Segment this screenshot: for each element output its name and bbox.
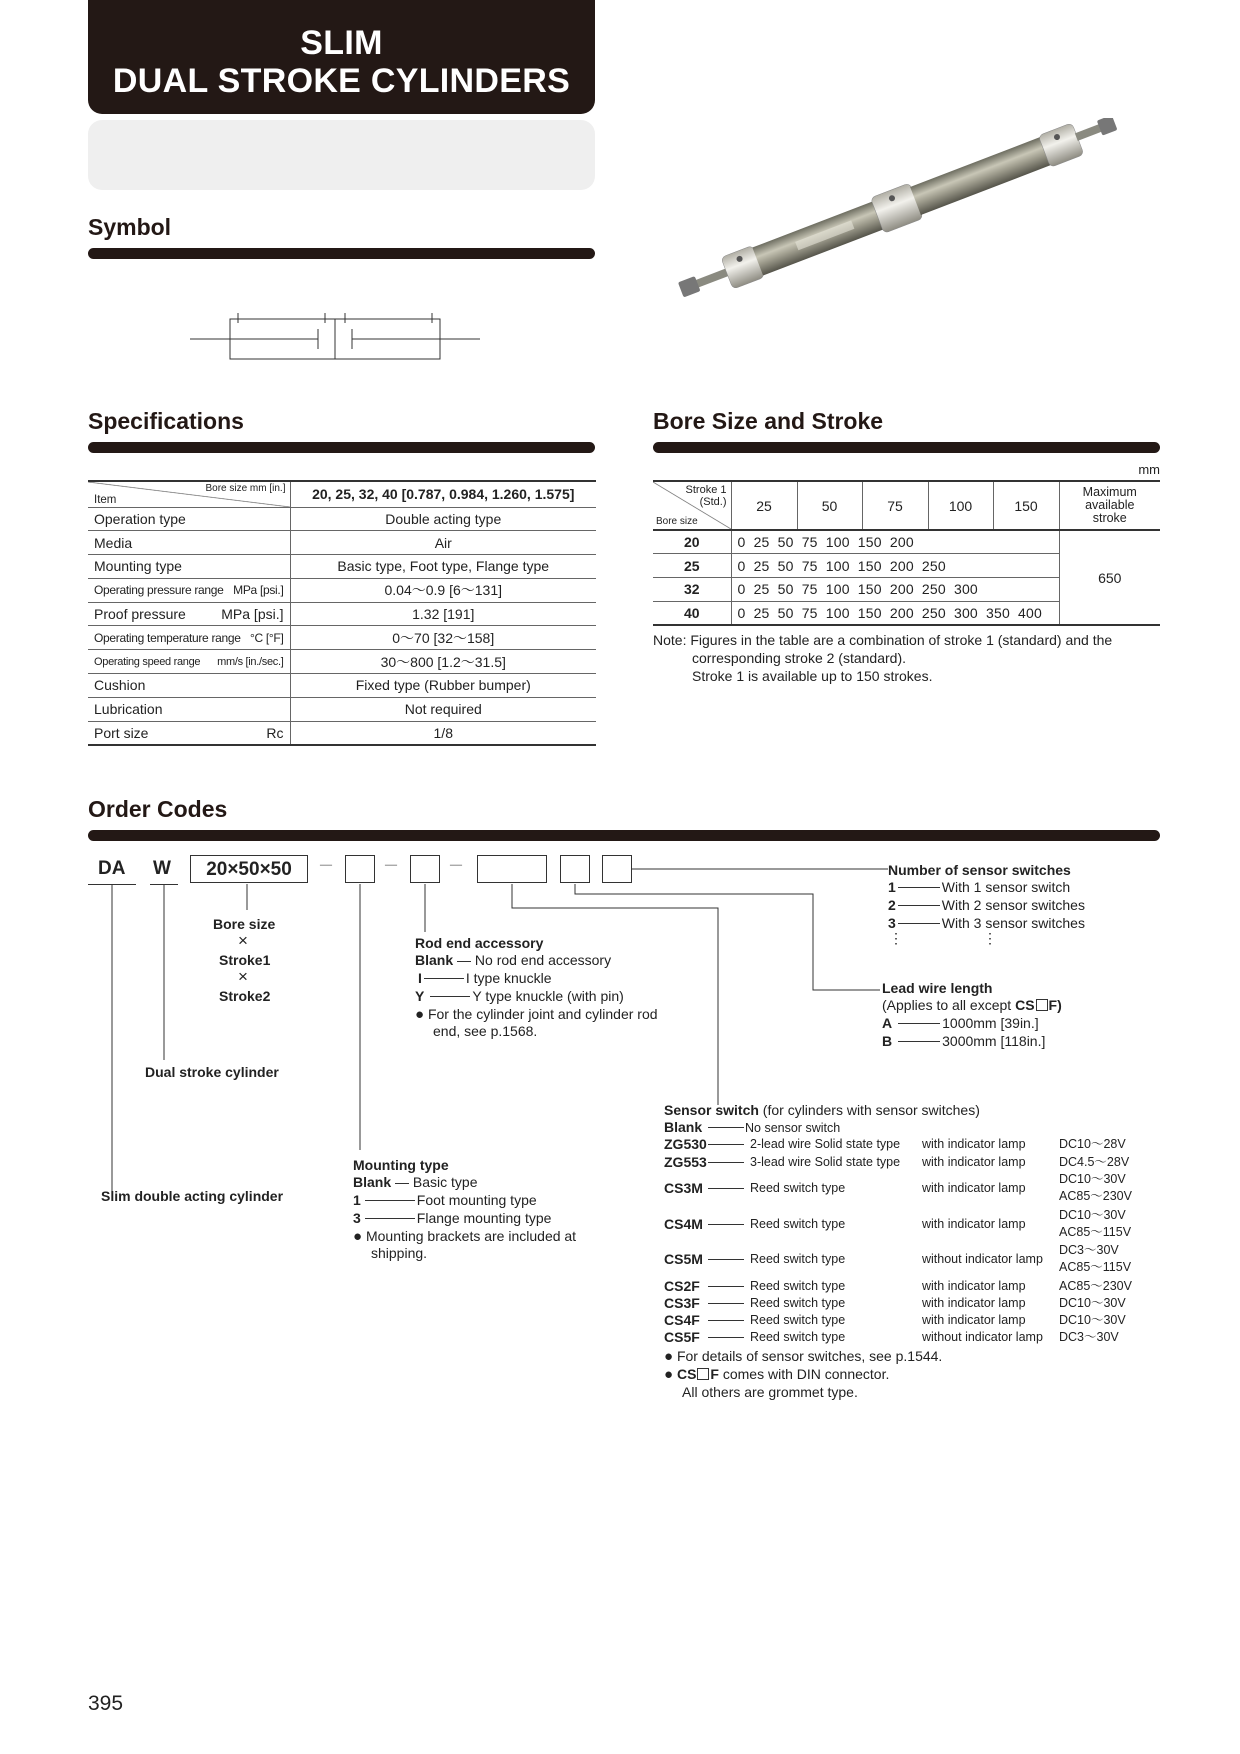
spec-unit: mm/s [in./sec.]: [217, 655, 284, 668]
spec-value: Double acting type: [290, 507, 596, 531]
bore-stroke-heading: Bore Size and Stroke: [653, 408, 884, 434]
sensor-title: Sensor switch: [664, 1102, 759, 1118]
sensor-voltage: DC10～30V: [1059, 1313, 1126, 1327]
bore-unit: mm: [1138, 462, 1160, 477]
num-code: 1: [888, 879, 896, 895]
bore-head-std: (Std.): [699, 496, 727, 508]
bore-size-label: Bore size: [213, 916, 276, 932]
list-item: Blank — Basic type: [353, 1174, 478, 1190]
spec-head-item: Item: [94, 493, 117, 506]
order-codes-heading: Order Codes: [88, 796, 228, 822]
stroke-column-header: 150: [993, 481, 1059, 530]
rod-title: Rod end accessory: [415, 935, 544, 951]
sensor-voltage: DC4.5～28V: [1059, 1155, 1130, 1169]
sensor-lamp: with indicator lamp: [922, 1155, 1026, 1169]
dual-stroke-label: Dual stroke cylinder: [145, 1064, 279, 1080]
max-stroke-value: 650: [1059, 530, 1160, 625]
rod-note-2: end, see p.1568.: [433, 1023, 538, 1039]
list-item: [664, 1208, 1184, 1239]
stroke1-label: Stroke1: [219, 952, 271, 968]
sensor-voltage: DC10～30V: [1059, 1208, 1126, 1222]
stroke-column-header: 25: [731, 481, 797, 530]
slim-cylinder-label: Slim double acting cylinder: [101, 1188, 284, 1204]
times-sign: ×: [238, 967, 248, 986]
dash: －: [448, 858, 465, 875]
bore-note-2: corresponding stroke 2 (standard).: [692, 650, 906, 666]
bore-head-bore: Bore size: [656, 516, 698, 527]
spec-value: 30～800 [1.2～31.5]: [290, 650, 596, 674]
sensor-note-3: All others are grommet type.: [682, 1384, 858, 1400]
bore-size-cell: 20: [653, 530, 731, 554]
stroke-column-header: 75: [862, 481, 928, 530]
sensor-voltage: DC10～30V: [1059, 1172, 1126, 1186]
stroke-column-header: 50: [797, 481, 862, 530]
mount-title: Mounting type: [353, 1157, 449, 1173]
sensor-lamp: without indicator lamp: [922, 1330, 1043, 1344]
spec-label: Media: [88, 531, 290, 555]
list-item: [664, 1154, 1184, 1171]
list-item: [664, 1136, 1184, 1153]
spec-value: 0.04～0.9 [6～131]: [290, 578, 596, 602]
list-item: [888, 879, 1070, 896]
num-desc: With 2 sensor switches: [941, 897, 1085, 913]
bore-note-1: Note: Figures in the table are a combination of stroke 1 (standard) and the: [653, 632, 1113, 648]
sensor-voltage: DC10～30V: [1059, 1296, 1126, 1310]
spec-label: Cushion: [88, 674, 290, 698]
sensor-voltage-2: AC85～115V: [1059, 1225, 1132, 1239]
title-line-2: DUAL STROKE CYLINDERS: [112, 62, 571, 100]
specifications-heading: Specifications: [88, 408, 244, 434]
mount-code: 3: [353, 1210, 361, 1226]
sensor-code: Blank: [664, 1119, 703, 1135]
strokes-cell: 0 25 50 75 100 150 200 250 300 350 400: [731, 601, 1059, 625]
sensor-voltage-2: AC85～230V: [1059, 1189, 1132, 1203]
sensor-lamp: with indicator lamp: [922, 1137, 1026, 1151]
vdots: ⋮: [889, 930, 903, 946]
bore-head-stroke1: Stroke 1: [685, 484, 727, 496]
lead-sub: [882, 997, 1062, 1014]
spec-label: Operating temperature range: [94, 630, 241, 645]
num-code: 3: [888, 915, 896, 931]
spec-label: Port size: [94, 724, 149, 741]
lead-sub-cs: CS: [1015, 997, 1035, 1013]
sensor-note-line-1: ● For details of sensor switches, see p.1544.: [664, 1348, 943, 1365]
sensor-code: ZG530: [664, 1136, 707, 1152]
lead-desc: 1000mm [39in.]: [942, 1015, 1039, 1031]
mount-desc: Flange mounting type: [416, 1210, 552, 1226]
stroke-column-header: 100: [928, 481, 993, 530]
mount-note-2: shipping.: [371, 1245, 428, 1261]
times-sign: ×: [238, 931, 248, 950]
num-title: Number of sensor switches: [888, 862, 1071, 878]
sensor-desc: No sensor switch: [745, 1121, 841, 1135]
rod-code: Y: [415, 988, 425, 1004]
sensor-type: Reed switch type: [750, 1181, 846, 1195]
max-label-2: available: [1085, 498, 1135, 512]
sensor-note-1: For details of sensor switches, see p.1544.: [676, 1348, 943, 1364]
sensor-type: Reed switch type: [750, 1279, 846, 1293]
num-desc: With 3 sensor switches: [941, 915, 1085, 931]
code-da: DA: [98, 858, 126, 879]
bore-size-cell: 25: [653, 554, 731, 578]
sensor-lamp: with indicator lamp: [922, 1313, 1026, 1327]
mount-desc: Basic type: [412, 1174, 478, 1190]
symbol-heading: Symbol: [88, 214, 172, 240]
sensor-title-sub: (for cylinders with sensor switches): [758, 1102, 980, 1118]
sensor-lamp: with indicator lamp: [922, 1217, 1026, 1231]
code-size-box: 20×50×50: [190, 855, 308, 883]
list-item: [664, 1243, 1184, 1274]
mount-code: 1: [353, 1192, 361, 1208]
sensor-type: Reed switch type: [750, 1330, 846, 1344]
spec-label: Proof pressure: [94, 606, 186, 623]
sensor-code: CS4F: [664, 1312, 700, 1328]
rod-code: I: [418, 970, 422, 986]
spec-label: Operation type: [88, 507, 290, 531]
list-item: [664, 1278, 1184, 1295]
sensor-code: ZG553: [664, 1154, 707, 1170]
sensor-code: CS5F: [664, 1329, 700, 1345]
sensor-voltage: DC3～30V: [1059, 1243, 1119, 1257]
strokes-cell: 0 25 50 75 100 150 200 250: [731, 554, 1059, 578]
lead-code: B: [882, 1033, 893, 1049]
lead-desc: 3000mm [118in.]: [942, 1033, 1046, 1049]
sensor-note-line-2: ● CS F comes with DIN connector.: [664, 1366, 890, 1383]
vdots: ⋮: [983, 930, 997, 946]
rod-desc: No rod end accessory: [474, 952, 612, 968]
list-item: [888, 897, 1085, 914]
max-label-1: Maximum: [1082, 485, 1137, 499]
lead-sub-1: (Applies to all except: [882, 997, 1012, 1013]
list-item: [418, 970, 552, 987]
spec-unit: °C [°F]: [250, 630, 284, 645]
num-code: 2: [888, 897, 896, 913]
sensor-code: CS3F: [664, 1295, 700, 1311]
spec-head-bore: Bore size mm [in.]: [205, 483, 286, 494]
rod-note-1: For the cylinder joint and cylinder rod: [427, 1006, 658, 1022]
title-line-1: SLIM: [300, 24, 383, 62]
spec-value: Not required: [290, 697, 596, 721]
mount-desc: Foot mounting type: [416, 1192, 537, 1208]
list-item: [882, 1015, 1039, 1032]
sensor-type: 3-lead wire Solid state type: [750, 1155, 901, 1169]
bore-size-cell: 40: [653, 601, 731, 625]
spec-label: Lubrication: [88, 697, 290, 721]
sensor-title-line: [664, 1102, 980, 1119]
spec-value: 0～70 [32～158]: [290, 626, 596, 650]
spec-value: 1.32 [191]: [290, 602, 596, 626]
lead-code: A: [882, 1015, 893, 1031]
list-item: [664, 1295, 1184, 1312]
list-item: [353, 1192, 537, 1209]
bore-note-3: Stroke 1 is available up to 150 strokes.: [692, 668, 933, 684]
mount-code: Blank: [353, 1174, 392, 1190]
sensor-type: Reed switch type: [750, 1252, 846, 1266]
spec-value: Air: [290, 531, 596, 555]
strokes-cell: 0 25 50 75 100 150 200: [731, 530, 1059, 554]
lead-title: Lead wire length: [882, 980, 993, 996]
sensor-type: 2-lead wire Solid state type: [750, 1137, 901, 1151]
mount-note-1: Mounting brackets are included at: [365, 1228, 577, 1244]
sensor-voltage: DC10～28V: [1059, 1137, 1126, 1151]
spec-head-value: 20, 25, 32, 40 [0.787, 0.984, 1.260, 1.575]: [290, 481, 596, 507]
sensor-lamp: without indicator lamp: [922, 1252, 1043, 1266]
dash: －: [318, 858, 335, 875]
sensor-code: CS4M: [664, 1216, 703, 1232]
spec-label: Operating pressure range: [94, 583, 224, 598]
sensor-voltage: AC85～230V: [1059, 1279, 1132, 1293]
max-label-3: stroke: [1092, 511, 1127, 525]
rod-note-line-1: ● For the cylinder joint and cylinder rod: [415, 1006, 658, 1023]
bore-size-cell: 32: [653, 578, 731, 602]
sensor-type: Reed switch type: [750, 1217, 846, 1231]
sensor-note-cs: CS: [676, 1366, 697, 1382]
list-item: Blank — No rod end accessory: [415, 952, 612, 968]
page-number: 395: [88, 1692, 124, 1715]
code-w: W: [153, 858, 171, 879]
sensor-code: CS5M: [664, 1251, 703, 1267]
sensor-lamp: with indicator lamp: [922, 1279, 1026, 1293]
sensor-lamp: with indicator lamp: [922, 1296, 1026, 1310]
list-item: [353, 1210, 551, 1227]
sensor-voltage: DC3～30V: [1059, 1330, 1119, 1344]
num-desc: With 1 sensor switch: [941, 879, 1071, 895]
sensor-code: CS2F: [664, 1278, 700, 1294]
sensor-code: CS3M: [664, 1180, 703, 1196]
rod-code: Blank: [415, 952, 454, 968]
list-item: [415, 988, 624, 1005]
spec-unit: Rc: [266, 724, 284, 741]
sensor-lamp: with indicator lamp: [922, 1181, 1026, 1195]
spec-value: Fixed type (Rubber bumper): [290, 674, 596, 698]
spec-label: Mounting type: [88, 555, 290, 579]
spec-label: Operating speed range: [94, 655, 201, 668]
dash: －: [383, 858, 400, 875]
mount-note-line-1: ● Mounting brackets are included at: [353, 1228, 577, 1245]
spec-unit: MPa [psi.]: [233, 583, 284, 598]
sensor-note-rest: comes with DIN connector.: [718, 1366, 890, 1382]
list-item: [664, 1119, 840, 1137]
sensor-voltage-2: AC85～115V: [1059, 1260, 1132, 1274]
list-item: [882, 1033, 1045, 1050]
rod-desc: Y type knuckle (with pin): [472, 988, 624, 1004]
lead-sub-f: F): [1048, 997, 1062, 1013]
list-item: [664, 1172, 1184, 1203]
sensor-note-f: F: [710, 1366, 719, 1382]
strokes-cell: 0 25 50 75 100 150 200 250 300: [731, 578, 1059, 602]
stroke2-label: Stroke2: [219, 988, 271, 1004]
sensor-type: Reed switch type: [750, 1296, 846, 1310]
spec-unit: MPa [psi.]: [221, 606, 284, 623]
list-item: [664, 1312, 1184, 1329]
spec-value: Basic type, Foot type, Flange type: [290, 555, 596, 579]
spec-value: 1/8: [290, 721, 596, 745]
sensor-type: Reed switch type: [750, 1313, 846, 1327]
list-item: [664, 1329, 1184, 1346]
rod-desc: I type knuckle: [465, 970, 552, 986]
